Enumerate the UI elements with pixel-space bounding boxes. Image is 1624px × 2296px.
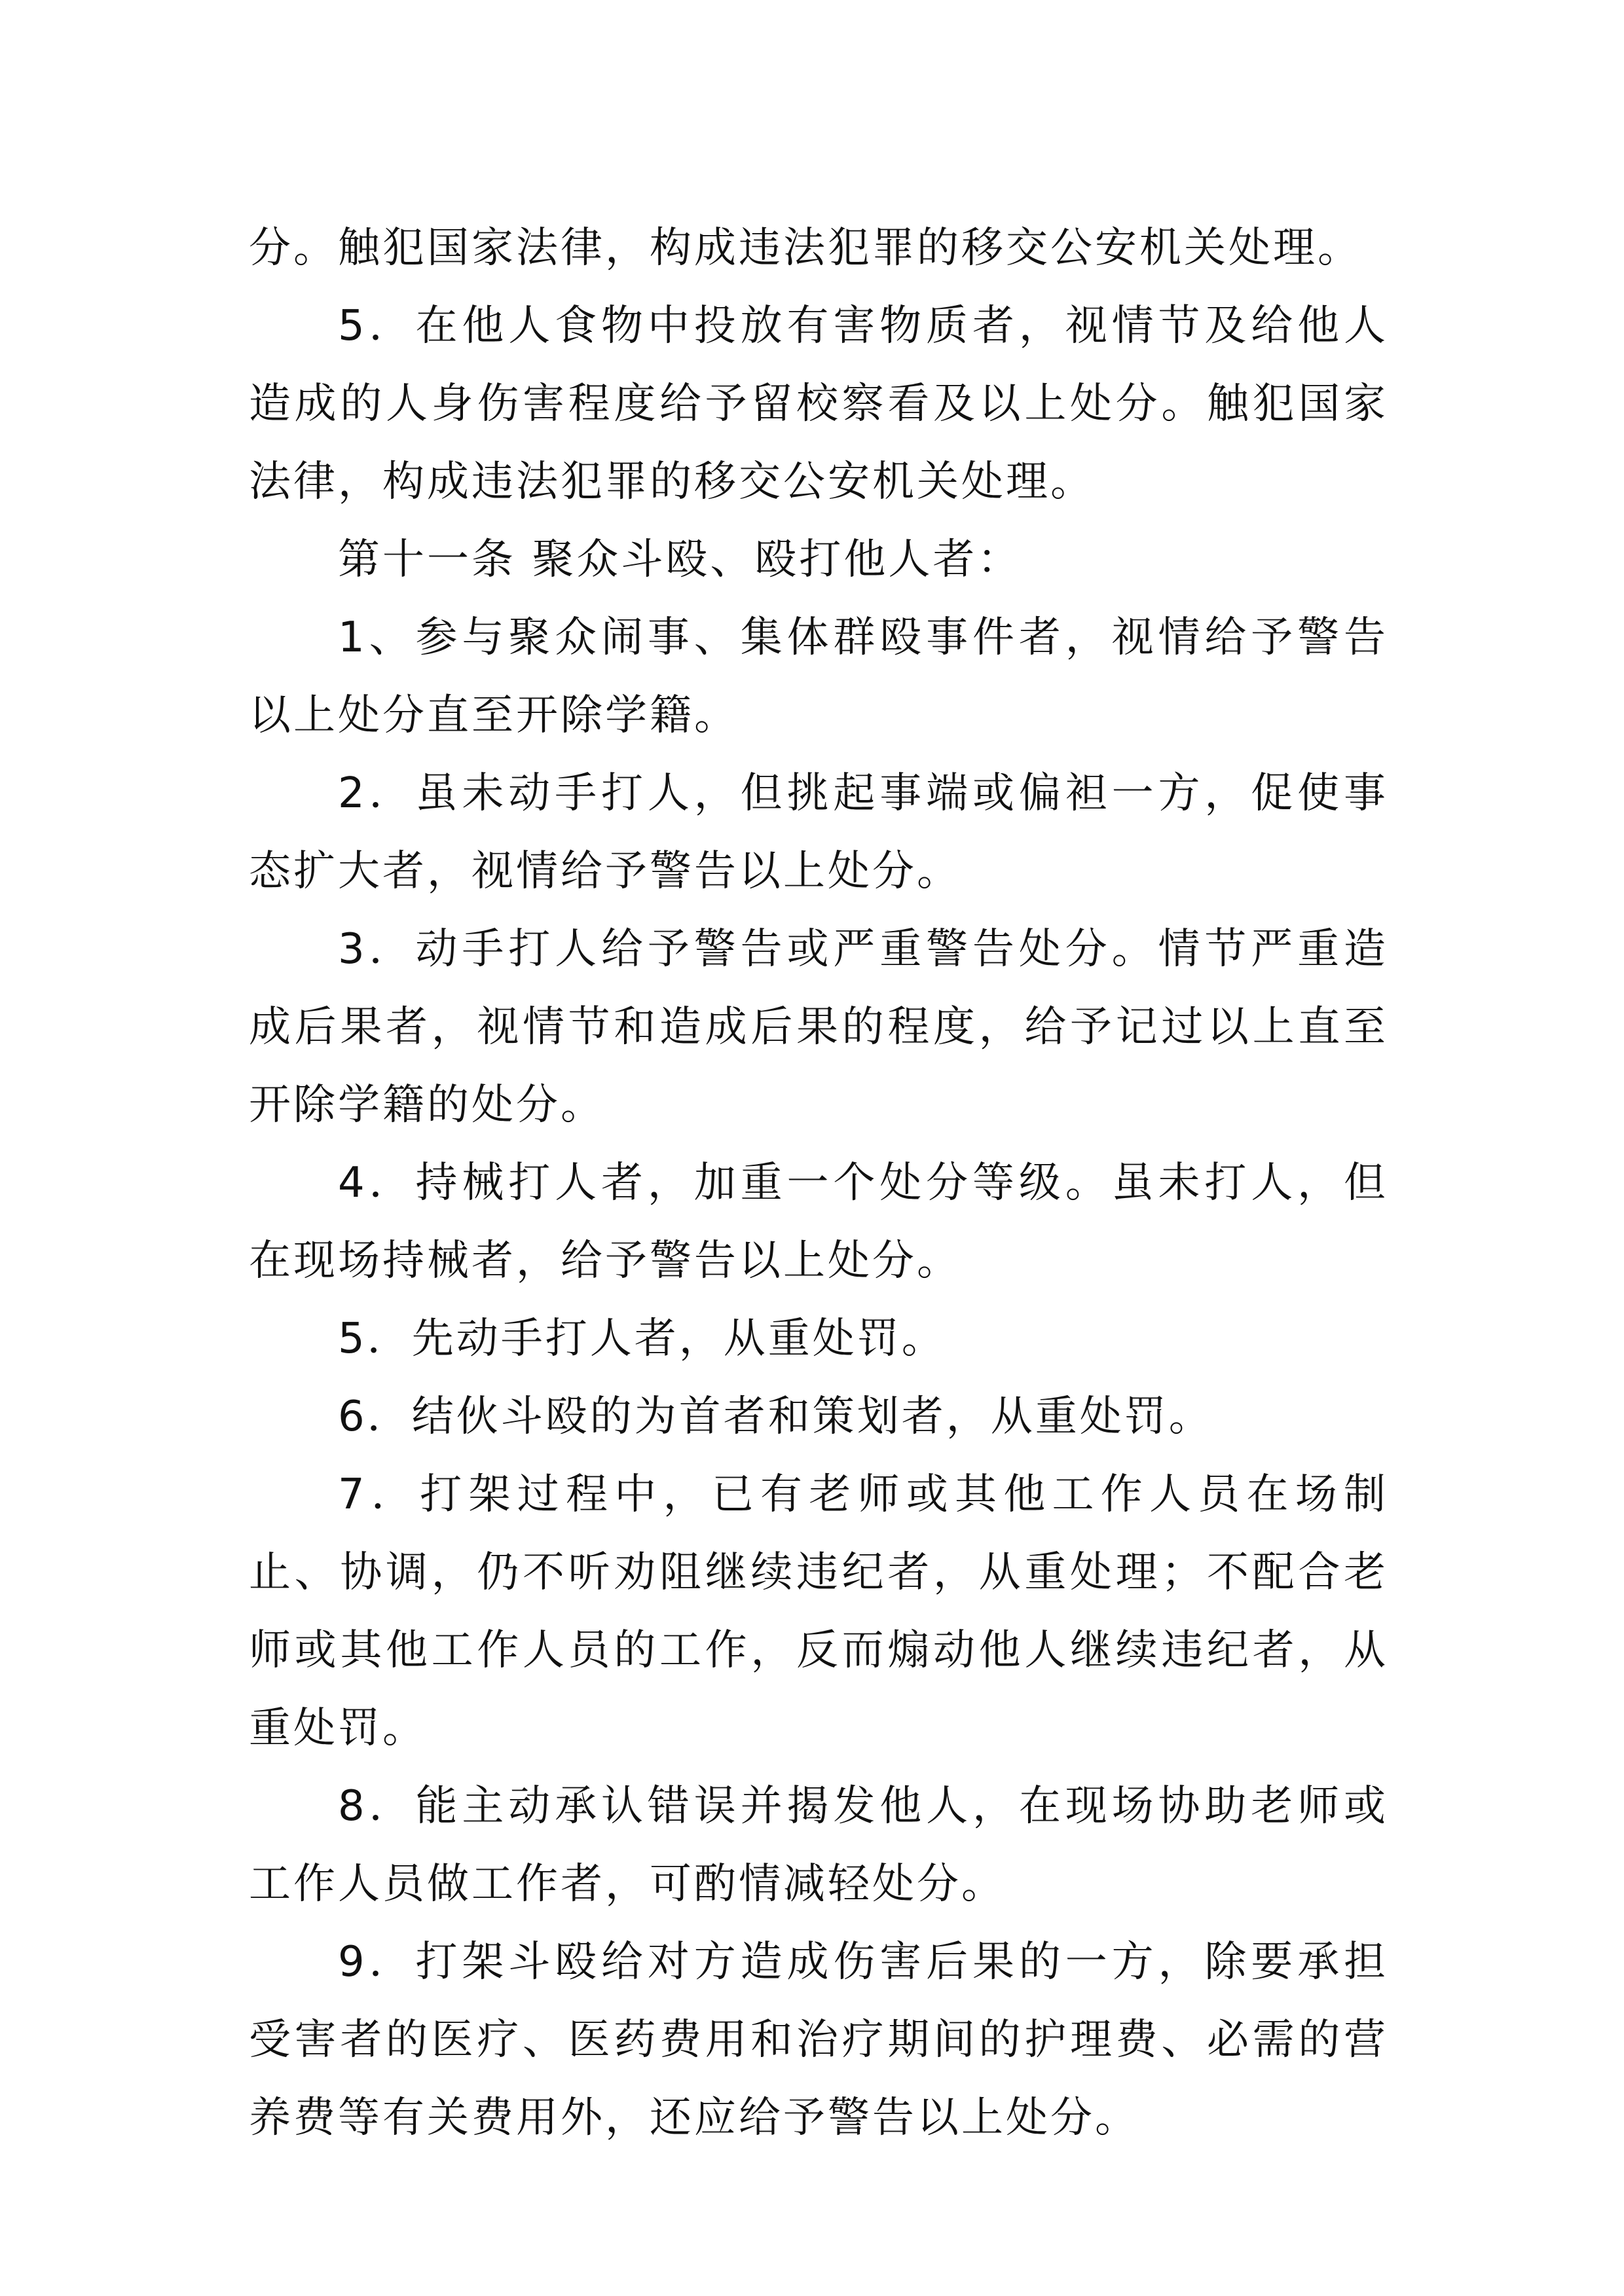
article-11-heading: 第十一条 聚众斗殴、殴打他人者： <box>338 536 1022 584</box>
paragraph-continuation: 分。触犯国家法律，构成违法犯罪的移交公安机关处理。 <box>249 224 1362 272</box>
paragraph-item-2: 2．虽未动手打人，但挑起事端或偏袒一方，促使事态扩大者，视情给予警告以上处分。 <box>249 769 1388 896</box>
paragraph-item-6: 6．结伙斗殴的为首者和策划者，从重处罚。 <box>338 1393 1213 1441</box>
paragraph-item-3: 3．动手打人给予警告或严重警告处分。情节严重造成后果者，视情节和造成后果的程度，给予记过以上直至开除学籍的处分。 <box>249 925 1388 1129</box>
paragraph-item-4: 4．持械打人者，加重一个处分等级。虽未打人，但在现场持械者，给予警告以上处分。 <box>249 1159 1388 1285</box>
paragraph-item-5: 5．先动手打人者，从重处罚。 <box>338 1315 946 1363</box>
paragraph-item-1: 1、参与聚众闹事、集体群殴事件者，视情给予警告以上处分直至开除学籍。 <box>249 613 1388 740</box>
paragraph-item-7: 7．打架过程中，已有老师或其他工作人员在场制止、协调，仍不听劝阻继续违纪者，从重处理；不配合老师或其他工作人员的工作，反而煽动他人继续违纪者，从重处罚。 <box>249 1470 1388 1753</box>
document-body <box>249 210 1388 2157</box>
paragraph-item-9: 9．打架斗殴给对方造成伤害后果的一方，除要承担受害者的医疗、医药费用和治疗期间的护理费、必需的营养费等有关费用外，还应给予警告以上处分。 <box>249 1938 1388 2142</box>
paragraph-item-5-poison: 5．在他人食物中投放有害物质者，视情节及给他人造成的人身伤害程度给予留校察看及以上处分。触犯国家法律，构成违法犯罪的移交公安机关处理。 <box>249 302 1388 506</box>
paragraph-item-8: 8．能主动承认错误并揭发他人，在现场协助老师或工作人员做工作者，可酌情减轻处分。 <box>249 1782 1388 1908</box>
